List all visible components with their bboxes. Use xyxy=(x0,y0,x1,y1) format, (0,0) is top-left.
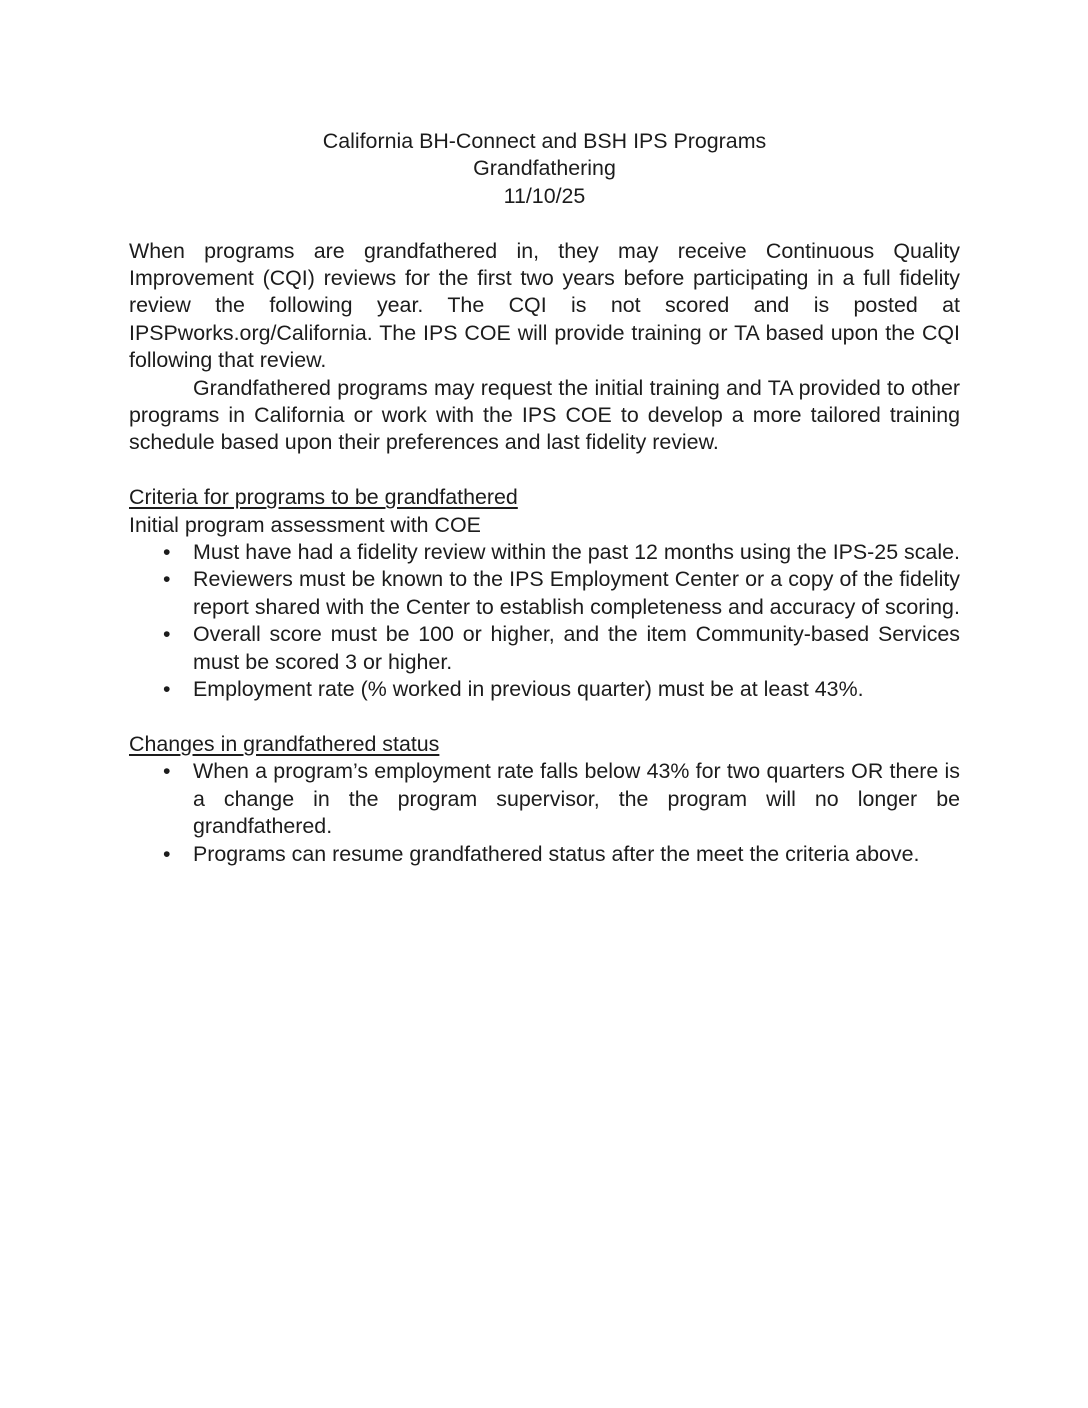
changes-list xyxy=(129,758,960,868)
list-item-text: Programs can resume grandfathered status after the meet the criteria above. xyxy=(193,841,920,866)
list-item-text: Employment rate (% worked in previous quarter) must be at least 43%. xyxy=(193,677,864,702)
list-item xyxy=(129,566,960,621)
list-item xyxy=(129,539,960,566)
document-title: California BH-Connect and BSH IPS Programs xyxy=(322,129,767,153)
list-item-text: Overall score must be 100 or higher, and the item Community-based Services must be scored 3 or higher. xyxy=(193,622,960,674)
criteria-section xyxy=(129,484,960,703)
training-paragraph: Grandfathered programs may request the initial training and TA provided to other programs in California or work with the IPS COE to develop a more tailored training schedule based upon their preferences and last fidelity review. xyxy=(129,375,960,455)
bullet-icon: • xyxy=(163,567,171,592)
section-heading-criteria: Criteria for programs to be grandfathered xyxy=(129,485,518,510)
section-heading-changes: Changes in grandfathered status xyxy=(129,731,440,756)
list-item xyxy=(129,841,960,868)
bullet-icon: • xyxy=(163,622,171,647)
criteria-subheading: Initial program assessment with COE xyxy=(129,512,481,537)
list-item xyxy=(129,676,960,703)
document-subtitle: Grandfathering xyxy=(473,156,616,181)
bullet-icon: • xyxy=(163,540,171,565)
criteria-list xyxy=(129,539,960,703)
list-item-text: Reviewers must be known to the IPS Employment Center or a copy of the fidelity report shared with the Center to establish completeness and accuracy of scoring. xyxy=(193,567,960,619)
bullet-icon: • xyxy=(163,759,171,784)
changes-section xyxy=(129,731,960,868)
list-item-text: When a program’s employment rate falls below 43% for two quarters OR there is a change in the program supervisor, the program will no longer be grandfathered. xyxy=(193,759,960,839)
document-title-block xyxy=(129,128,960,210)
intro-paragraph: When programs are grandfathered in, they may receive Continuous Quality Improvement (CQI) reviews for the first two years before participating in a full fidelity review the following year. The CQI is not scored and is posted at IPSPworks.org/California. The IPS COE will provide training or TA based upon the CQI following that review. xyxy=(129,238,960,373)
bullet-icon: • xyxy=(163,677,171,702)
list-item-text: Must have had a fidelity review within the past 12 months using the IPS-25 scale. xyxy=(193,540,960,565)
list-item xyxy=(129,621,960,676)
document-date: 11/10/25 xyxy=(503,183,586,208)
bullet-icon: • xyxy=(163,841,171,866)
list-item xyxy=(129,758,960,840)
